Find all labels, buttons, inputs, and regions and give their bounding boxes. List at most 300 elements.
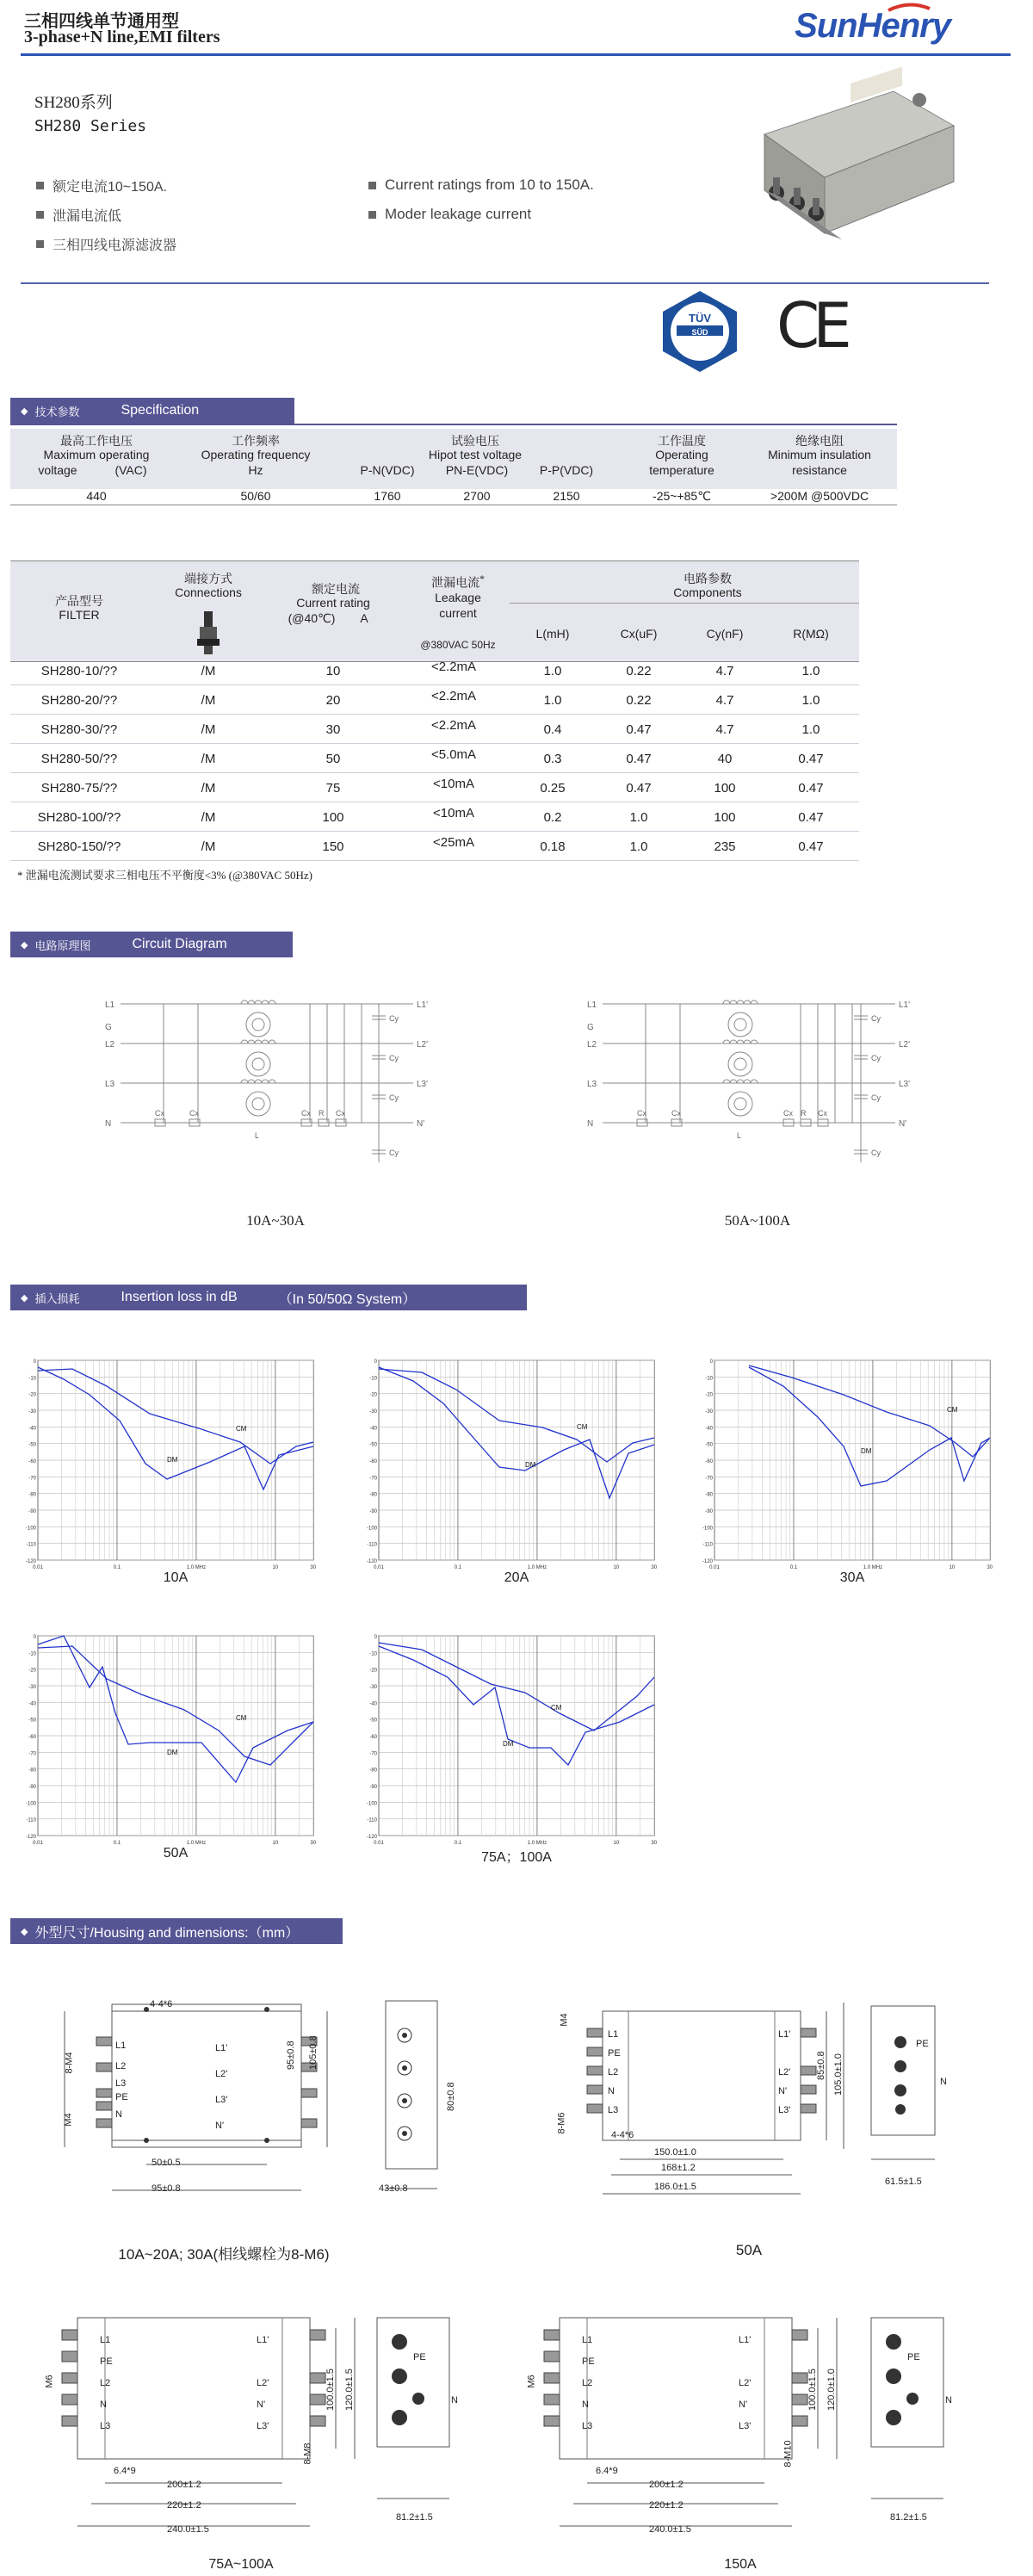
ce-mark: CE <box>776 289 845 362</box>
x-tick-label: 1.0 MHz <box>186 1565 207 1570</box>
x-tick-label: 0.1 <box>789 1565 798 1570</box>
x-tick-label: 10 <box>613 1841 620 1846</box>
table-cell-rating: 10 <box>325 664 341 678</box>
table-cell-r: 1.0 <box>801 664 820 678</box>
d4-labels-left: L1 PE L2 N L3 <box>582 2335 595 2431</box>
x-tick-label: 0.1 <box>113 1565 121 1570</box>
component-label: R <box>319 1109 325 1118</box>
choke-winding <box>744 1080 751 1083</box>
choke-winding <box>255 1080 262 1083</box>
circuit-out-label: L1' <box>417 1000 429 1010</box>
table-cell-l: 0.18 <box>540 839 566 854</box>
insertion-loss-chart <box>25 1359 317 1576</box>
table-cell-cy: 100 <box>714 781 736 796</box>
choke-winding <box>241 1080 248 1083</box>
y-tick-label: -40 <box>369 1426 377 1432</box>
d1-labels-left: L1 L2 L3 PE N <box>115 2040 128 2120</box>
choke-winding <box>751 1000 758 1004</box>
y-tick-label: -50 <box>28 1718 36 1724</box>
comp-header: 产品型号 FILTER 端接方式 Connections 额定电流 Current rating (@40℃) A 泄漏电流* Leakage current @380VAC 50Hz 电路参数 Components L(mH) Cx(uF) Cy(nF) R(MΩ) <box>10 561 859 661</box>
sud-text: SÜD <box>691 328 708 337</box>
cy-label: Cy <box>389 1014 399 1023</box>
choke-core-inner <box>252 1058 264 1070</box>
x-tick-label: 1.0 MHz <box>863 1565 883 1570</box>
spec-ins: >200M @500VDC <box>770 489 869 503</box>
table-cell-rating: 20 <box>325 693 341 708</box>
choke-core <box>246 1092 270 1116</box>
header-rule <box>21 53 1011 56</box>
choke-core <box>728 1052 752 1076</box>
brand-logo-text: SunHenry <box>795 7 950 45</box>
circuit-diagram-left <box>103 990 448 1180</box>
table-cell-cx: 0.22 <box>626 664 652 678</box>
choke-winding <box>248 1080 255 1083</box>
y-tick-label: -100 <box>702 1526 713 1532</box>
choke-winding <box>269 1040 275 1043</box>
insertion-loss-caption: 10A <box>163 1570 189 1585</box>
spec-voltage: 440 <box>86 489 107 503</box>
y-tick-label: 0 <box>374 1359 377 1365</box>
circuit-in-label: N <box>587 1119 594 1129</box>
dimension-drawing-75a <box>43 2304 370 2545</box>
table-cell-r: 0.47 <box>798 752 824 766</box>
series-en: SH280 Series <box>34 117 147 135</box>
x-tick-label: 30 <box>310 1841 317 1846</box>
x-tick-label: 0.1 <box>454 1565 462 1570</box>
y-tick-label: -80 <box>369 1492 377 1498</box>
table-cell-leak: <5.0mA <box>430 747 477 762</box>
table-cell-cy: 4.7 <box>715 722 734 737</box>
y-tick-label: -100 <box>366 1801 377 1807</box>
cy-label: Cy <box>389 1149 399 1157</box>
x-tick-label: 10 <box>272 1565 279 1570</box>
y-tick-label: -80 <box>705 1492 713 1498</box>
table-cell-model: SH280-30/?? <box>40 722 118 737</box>
table-cell-rating: 50 <box>325 752 341 766</box>
y-tick-label: 0 <box>33 1359 36 1365</box>
component-label: Cx <box>301 1109 311 1118</box>
terminal-screw-icon <box>196 611 220 654</box>
d3-labels-right: L1' L2' N' L3' <box>257 2335 269 2431</box>
y-tick-label: -20 <box>369 1668 377 1674</box>
cy-label: Cy <box>871 1054 881 1062</box>
insertion-loss-caption: 75A；100A <box>481 1850 552 1865</box>
circuit-out-label: L2' <box>899 1040 911 1050</box>
spec-temp: -25~+85℃ <box>653 489 711 503</box>
dim-caption-10a: 10A~20A; 30A(相线螺栓为8-M6) <box>118 2246 330 2263</box>
y-tick-label: -100 <box>366 1526 377 1532</box>
spec-freq: 50/60 <box>240 489 271 503</box>
y-tick-label: -70 <box>369 1476 377 1482</box>
table-cell-leak: <2.2mA <box>430 659 477 674</box>
choke-winding <box>255 1040 262 1043</box>
table-cell-model: SH280-20/?? <box>40 693 118 708</box>
table-cell-leak: <10mA <box>433 806 474 820</box>
x-tick-label: 0.01 <box>33 1841 43 1846</box>
product-photo <box>747 83 971 272</box>
cy-label: Cy <box>871 1149 881 1157</box>
table-cell-cy: 100 <box>714 810 736 825</box>
y-tick-label: -40 <box>369 1701 377 1707</box>
choke-winding <box>730 1000 737 1004</box>
table-cell-rating: 150 <box>322 839 344 854</box>
header-title-en: 3-phase+N line,EMI filters <box>24 28 220 46</box>
circuit-right-caption: 50A~100A <box>724 1212 791 1229</box>
circuit-ground-label: G <box>105 1023 112 1032</box>
y-tick-label: -110 <box>367 1817 377 1824</box>
cy-label: Cy <box>871 1093 881 1102</box>
d2-labels-right: L1' L2' N' L3' <box>778 2029 791 2115</box>
x-tick-label: 0.1 <box>454 1841 462 1846</box>
table-row <box>10 656 859 685</box>
table-cell-leak: <2.2mA <box>430 689 477 703</box>
dim-caption-75a: 75A~100A <box>208 2557 274 2572</box>
insertion-loss-chart <box>25 1635 317 1851</box>
insertion-loss-caption: 50A <box>163 1846 189 1861</box>
insertion-loss-caption: 30A <box>839 1570 865 1585</box>
insertion-loss-chart <box>366 1359 658 1576</box>
circuit-out-label: N' <box>417 1119 425 1129</box>
table-cell-cx: 0.22 <box>626 693 652 708</box>
table-cell-model: SH280-50/?? <box>40 752 118 766</box>
y-tick-label: -110 <box>367 1542 377 1548</box>
table-row <box>10 744 859 773</box>
cy-label: Cy <box>871 1014 881 1023</box>
table-cell-r: 1.0 <box>801 722 820 737</box>
y-tick-label: -80 <box>28 1768 36 1774</box>
table-cell-leak: <25mA <box>433 835 474 850</box>
table-cell-cx: 0.47 <box>626 781 652 796</box>
table-cell-rating: 100 <box>322 810 344 825</box>
choke-winding <box>255 1000 262 1004</box>
circuit-in-label: L2 <box>105 1040 115 1050</box>
feature-cn: 泄漏电流低 <box>36 200 176 229</box>
table-cell-rating: 75 <box>325 781 341 796</box>
circuit-out-label: L2' <box>417 1040 429 1050</box>
y-tick-label: -110 <box>26 1542 36 1548</box>
table-cell-conn: /M <box>201 810 216 825</box>
y-tick-label: -120 <box>366 1559 377 1564</box>
logo-swoosh-icon <box>887 3 931 12</box>
inductor-label: L <box>255 1131 260 1140</box>
choke-winding <box>737 1040 744 1043</box>
choke-winding <box>723 1040 730 1043</box>
component-label: Cx <box>818 1109 827 1118</box>
dim-caption-150a: 150A <box>724 2557 757 2572</box>
feature-cn: 额定电流10~150A. <box>36 170 176 200</box>
choke-core-inner <box>734 1019 746 1031</box>
table-cell-conn: /M <box>201 781 216 796</box>
table-cell-l: 0.4 <box>543 722 562 737</box>
dm-legend-label: DM <box>861 1447 872 1455</box>
choke-winding <box>751 1080 758 1083</box>
cm-legend-label: CM <box>947 1406 958 1414</box>
table-cell-cx: 0.47 <box>626 722 652 737</box>
x-tick-label: 10 <box>272 1841 279 1846</box>
component-label: Cx <box>189 1109 199 1118</box>
y-tick-label: -60 <box>705 1459 713 1464</box>
cm-legend-label: CM <box>236 1425 247 1433</box>
circuit-in-label: N <box>105 1119 112 1129</box>
y-tick-label: -70 <box>28 1751 36 1757</box>
table-cell-r: 1.0 <box>801 693 820 708</box>
choke-winding <box>744 1040 751 1043</box>
choke-winding <box>269 1000 275 1004</box>
table-cell-model: SH280-75/?? <box>40 781 118 796</box>
choke-core <box>728 1012 752 1037</box>
table-cell-cx: 1.0 <box>629 839 648 854</box>
circuit-out-label: N' <box>899 1119 907 1129</box>
choke-core <box>246 1012 270 1037</box>
table-cell-leak: <10mA <box>433 777 474 791</box>
cm-legend-label: CM <box>551 1704 562 1712</box>
spec-pe: 2700 <box>463 489 491 503</box>
table-cell-l: 1.0 <box>543 664 562 678</box>
x-tick-label: 1.0 MHz <box>186 1841 207 1846</box>
choke-winding <box>723 1080 730 1083</box>
x-tick-label: 0.01 <box>374 1841 384 1846</box>
y-tick-label: -30 <box>28 1685 36 1690</box>
spec-pp: 2150 <box>553 489 580 503</box>
table-cell-model: SH280-100/?? <box>37 810 121 825</box>
feature-en: Moder leakage current <box>368 200 594 229</box>
y-tick-label: -100 <box>25 1526 36 1532</box>
section-rule <box>21 282 989 284</box>
y-tick-label: -50 <box>369 1442 377 1448</box>
circuit-out-label: L1' <box>899 1000 911 1010</box>
table-cell-model: SH280-10/?? <box>40 664 118 678</box>
table-row <box>10 685 859 715</box>
features-en-list <box>368 170 594 229</box>
y-tick-label: -20 <box>705 1392 713 1398</box>
y-tick-label: -30 <box>705 1409 713 1415</box>
cm-legend-label: CM <box>236 1714 247 1722</box>
component-label: Cx <box>637 1109 646 1118</box>
choke-winding <box>241 1040 248 1043</box>
circuit-diagram-right <box>585 990 930 1180</box>
choke-winding <box>737 1080 744 1083</box>
choke-winding <box>751 1040 758 1043</box>
cm-legend-label: CM <box>577 1423 588 1431</box>
choke-winding <box>744 1000 751 1004</box>
x-tick-label: 30 <box>310 1565 317 1570</box>
y-tick-label: 0 <box>374 1635 377 1640</box>
y-tick-label: -120 <box>366 1835 377 1840</box>
circuit-in-label: L2 <box>587 1040 597 1050</box>
dm-legend-label: DM <box>525 1461 536 1469</box>
choke-winding <box>248 1000 255 1004</box>
y-tick-label: -90 <box>369 1785 377 1790</box>
table-cell-conn: /M <box>201 839 216 854</box>
feature-en: Current ratings from 10 to 150A. <box>368 170 594 200</box>
x-tick-label: 30 <box>651 1565 658 1570</box>
y-tick-label: -50 <box>28 1442 36 1448</box>
choke-core-inner <box>252 1098 264 1110</box>
table-cell-l: 0.3 <box>543 752 562 766</box>
component-label: Cx <box>336 1109 345 1118</box>
y-tick-label: -110 <box>26 1817 36 1824</box>
choke-winding <box>241 1000 248 1004</box>
component-label: Cx <box>783 1109 793 1118</box>
circuit-section-header: ◆ 电路原理图 Circuit Diagram <box>10 932 293 957</box>
table-cell-r: 0.47 <box>798 839 824 854</box>
table-cell-conn: /M <box>201 693 216 708</box>
y-tick-label: -10 <box>369 1651 377 1657</box>
x-tick-label: 0.01 <box>374 1565 384 1570</box>
choke-winding <box>730 1040 737 1043</box>
component-label: Cx <box>671 1109 681 1118</box>
x-tick-label: 10 <box>949 1565 956 1570</box>
features-cn-list <box>36 170 176 258</box>
y-tick-label: -30 <box>369 1685 377 1690</box>
dm-legend-label: DM <box>167 1749 178 1756</box>
insertion-loss-chart <box>702 1359 993 1576</box>
y-tick-label: -10 <box>369 1376 377 1382</box>
table-cell-cx: 0.47 <box>626 752 652 766</box>
y-tick-label: -120 <box>25 1559 36 1564</box>
y-tick-label: -70 <box>369 1751 377 1757</box>
y-tick-label: -30 <box>369 1409 377 1415</box>
x-tick-label: 0.01 <box>709 1565 720 1570</box>
table-row <box>10 832 859 861</box>
x-tick-label: 0.1 <box>113 1841 121 1846</box>
y-tick-label: -50 <box>705 1442 713 1448</box>
d4-labels-right: L1' L2' N' L3' <box>739 2335 752 2431</box>
y-tick-label: -10 <box>28 1376 36 1382</box>
choke-core <box>728 1092 752 1116</box>
table-row <box>10 802 859 832</box>
d2-labels-left: L1 PE L2 N L3 <box>608 2029 621 2115</box>
table-cell-conn: /M <box>201 752 216 766</box>
y-tick-label: -100 <box>25 1801 36 1807</box>
y-tick-label: 0 <box>33 1635 36 1640</box>
table-cell-rating: 30 <box>325 722 341 737</box>
table-cell-cy: 4.7 <box>715 693 734 708</box>
y-tick-label: -40 <box>28 1701 36 1707</box>
y-tick-label: -50 <box>369 1718 377 1724</box>
component-label: Cx <box>155 1109 164 1118</box>
header-title-cn: 三相四线单节通用型 <box>24 12 179 31</box>
table-cell-conn: /M <box>201 722 216 737</box>
table-cell-l: 0.2 <box>543 810 562 825</box>
y-tick-label: -70 <box>705 1476 713 1482</box>
insertion-section-header: ◆ 插入损耗 Insertion loss in dB （In 50/50Ω System） <box>10 1285 527 1310</box>
d3-labels-left: L1 PE L2 N L3 <box>100 2335 113 2431</box>
y-tick-label: 0 <box>709 1359 713 1365</box>
circuit-out-label: L3' <box>417 1080 429 1089</box>
dim-caption-50a: 50A <box>735 2242 763 2258</box>
circuit-out-label: L3' <box>899 1080 911 1089</box>
x-tick-label: 30 <box>987 1565 993 1570</box>
y-tick-label: -60 <box>28 1459 36 1464</box>
y-tick-label: -20 <box>369 1392 377 1398</box>
circuit-in-label: L1 <box>105 1000 115 1010</box>
insertion-loss-chart <box>366 1635 658 1851</box>
choke-winding <box>730 1080 737 1083</box>
table-cell-leak: <2.2mA <box>430 718 477 733</box>
component-label: R <box>801 1109 807 1118</box>
y-tick-label: -110 <box>702 1542 713 1548</box>
choke-winding <box>737 1000 744 1004</box>
dimension-side-150a <box>869 2318 964 2524</box>
brand-logo <box>795 7 950 46</box>
table-cell-cy: 40 <box>717 752 733 766</box>
choke-winding <box>723 1000 730 1004</box>
y-tick-label: -90 <box>28 1509 36 1514</box>
cy-label: Cy <box>389 1093 399 1102</box>
dimension-side-75a <box>375 2318 470 2524</box>
table-row <box>10 773 859 802</box>
y-tick-label: -120 <box>25 1835 36 1840</box>
table-cell-model: SH280-150/?? <box>37 839 121 854</box>
leakage-note: * 泄漏电流测试要求三相电压不平衡度<3% (@380VAC 50Hz) <box>17 869 312 882</box>
x-tick-label: 0.01 <box>33 1565 43 1570</box>
choke-core-inner <box>252 1019 264 1031</box>
y-tick-label: -120 <box>702 1559 713 1564</box>
insertion-loss-caption: 20A <box>504 1570 529 1585</box>
choke-winding <box>248 1040 255 1043</box>
choke-winding <box>269 1080 275 1083</box>
choke-core-inner <box>734 1098 746 1110</box>
spec-pn: 1760 <box>374 489 401 503</box>
circuit-in-label: L1 <box>587 1000 597 1010</box>
tuv-text: TÜV <box>689 312 711 325</box>
circuit-left-caption: 10A~30A <box>246 1212 305 1229</box>
table-cell-conn: /M <box>201 664 216 678</box>
table-cell-cx: 1.0 <box>629 810 648 825</box>
choke-core <box>246 1052 270 1076</box>
y-tick-label: -30 <box>28 1409 36 1415</box>
y-tick-label: -10 <box>705 1376 713 1382</box>
series-cn: SH280系列 <box>34 94 113 112</box>
feature-cn: 三相四线电源滤波器 <box>36 229 176 258</box>
circuit-in-label: L3 <box>587 1080 597 1089</box>
table-cell-r: 0.47 <box>798 781 824 796</box>
y-tick-label: -80 <box>369 1768 377 1774</box>
choke-winding <box>262 1000 269 1004</box>
choke-core-inner <box>734 1058 746 1070</box>
spec-section-header: ◆ 技术参数 Specification <box>10 398 294 424</box>
y-tick-label: -70 <box>28 1476 36 1482</box>
table-row <box>10 715 859 744</box>
table-cell-r: 0.47 <box>798 810 824 825</box>
choke-winding <box>262 1080 269 1083</box>
d1-labels-right: L1' L2' L3' N' <box>215 2043 228 2131</box>
y-tick-label: -90 <box>28 1785 36 1790</box>
table-cell-cy: 4.7 <box>715 664 734 678</box>
housing-section-header: ◆ 外型尺寸 /Housing and dimensions:（mm） <box>10 1918 343 1944</box>
table-cell-cy: 235 <box>714 839 736 854</box>
x-tick-label: 1.0 MHz <box>527 1841 547 1846</box>
cy-label: Cy <box>389 1054 399 1062</box>
dimension-drawing-150a <box>525 2304 852 2545</box>
y-tick-label: -60 <box>369 1459 377 1464</box>
table-cell-l: 0.25 <box>540 781 566 796</box>
circuit-in-label: L3 <box>105 1080 115 1089</box>
y-tick-label: -40 <box>28 1426 36 1432</box>
y-tick-label: -20 <box>28 1392 36 1398</box>
x-tick-label: 1.0 MHz <box>527 1565 547 1570</box>
dimension-side-50a <box>869 2006 964 2178</box>
dimension-drawing-10a <box>43 1994 336 2226</box>
y-tick-label: -40 <box>705 1426 713 1432</box>
y-tick-label: -90 <box>369 1509 377 1514</box>
y-tick-label: -80 <box>28 1492 36 1498</box>
dm-legend-label: DM <box>503 1740 514 1748</box>
table-cell-l: 1.0 <box>543 693 562 708</box>
choke-winding <box>262 1040 269 1043</box>
x-tick-label: 30 <box>651 1841 658 1846</box>
